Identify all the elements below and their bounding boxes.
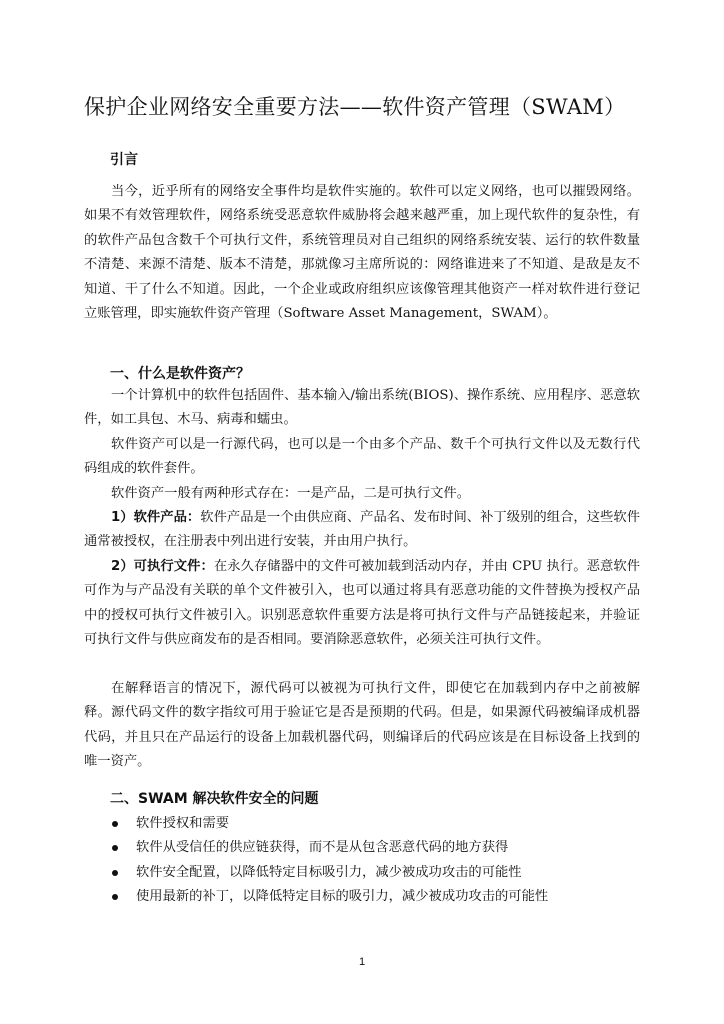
swam-issues-list xyxy=(84,812,644,910)
bullet-icon xyxy=(112,821,118,827)
intro-paragraph: 当今，近乎所有的网络安全事件均是软件实施的。软件可以定义网络，也可以摧毁网络。如果不有效管理软件，网络系统受恶意软件威胁将会越来越严重，加上现代软件的复杂性，有的软件产品包含数千个可执行文件，系统管理员对自己组织的网络系统安装、运行的软件数量不清楚、来源不清楚、版本不清楚，那就像习主席所说的：网络谁进来了不知道、是敌是友不知道、干了什么不知道。因此，一个企业或政府组织应该像管理其他资产一样对软件进行登记立账管理，即实施软件资产管理（Software Asset Management，SWAM）。 xyxy=(84,184,640,322)
executable-file-text: 在永久存储器中的文件可被加载到活动内存，并由 CPU 执行。恶意软件可作为与产品没有关联的单个文件被引入，也可以通过将具有恶意功能的文件替换为授权产品中的授权可执行文件被引入。识别恶意软件重要方法是将可执行文件与产品链接起来，并验证可执行文件与供应商发布的是否相同。要消除恶意软件，必须关注可执行文件。 xyxy=(84,559,640,648)
bullet-icon xyxy=(112,894,118,900)
section1-paragraph-2: 软件资产可以是一行源代码，也可以是一个由多个产品、数千个可执行文件以及无数行代码组成的软件套件。 xyxy=(84,437,640,477)
software-product-text: 软件产品是一个由供应商、产品名、发布时间、补丁级别的组合，这些软件通常被授权，在注册表中列出进行安装，并由用户执行。 xyxy=(84,510,640,550)
list-item: 软件从受信任的供应链获得，而不是从包含恶意代码的地方获得 xyxy=(84,836,644,860)
section2-heading: 二、SWAM 解决软件安全的问题 xyxy=(110,791,319,807)
page-number: 1 xyxy=(358,956,366,968)
bullet-icon xyxy=(112,870,118,876)
document-title: 保护企业网络安全重要方法——软件资产管理（SWAM） xyxy=(84,95,626,119)
executable-file-label: 2）可执行文件： xyxy=(111,559,214,574)
list-item: 使用最新的补丁，以降低特定目标的吸引力，减少被成功攻击的可能性 xyxy=(84,885,644,909)
section1-paragraph-1: 一个计算机中的软件包括固件、基本输入/输出系统(BIOS)、操作系统、应用程序、恶意软件，如工具包、木马、病毒和蠕虫。 xyxy=(84,388,640,428)
intro-heading: 引言 xyxy=(110,152,138,168)
software-product-item xyxy=(84,506,640,555)
executable-file-item xyxy=(84,555,640,653)
list-item: 软件授权和需要 xyxy=(84,812,644,836)
section1-heading: 一、什么是软件资产？ xyxy=(110,366,250,382)
bullet-icon xyxy=(112,845,118,851)
section1-paragraph-4: 在解释语言的情况下，源代码可以被视为可执行文件，即使它在加载到内存中之前被解释。源代码文件的数字指纹可用于验证它是否是预期的代码。但是，如果源代码被编译成机器代码，并且只在产品运行的设备上加载机器代码，则编译后的代码应该是在目标设备上找到的唯一资产。 xyxy=(84,681,640,770)
section1-paragraph-3: 软件资产一般有两种形式存在：一是产品，二是可执行文件。 xyxy=(111,486,471,501)
software-product-label: 1）软件产品： xyxy=(111,510,201,525)
list-item: 软件安全配置，以降低特定目标吸引力，减少被成功攻击的可能性 xyxy=(84,861,644,885)
